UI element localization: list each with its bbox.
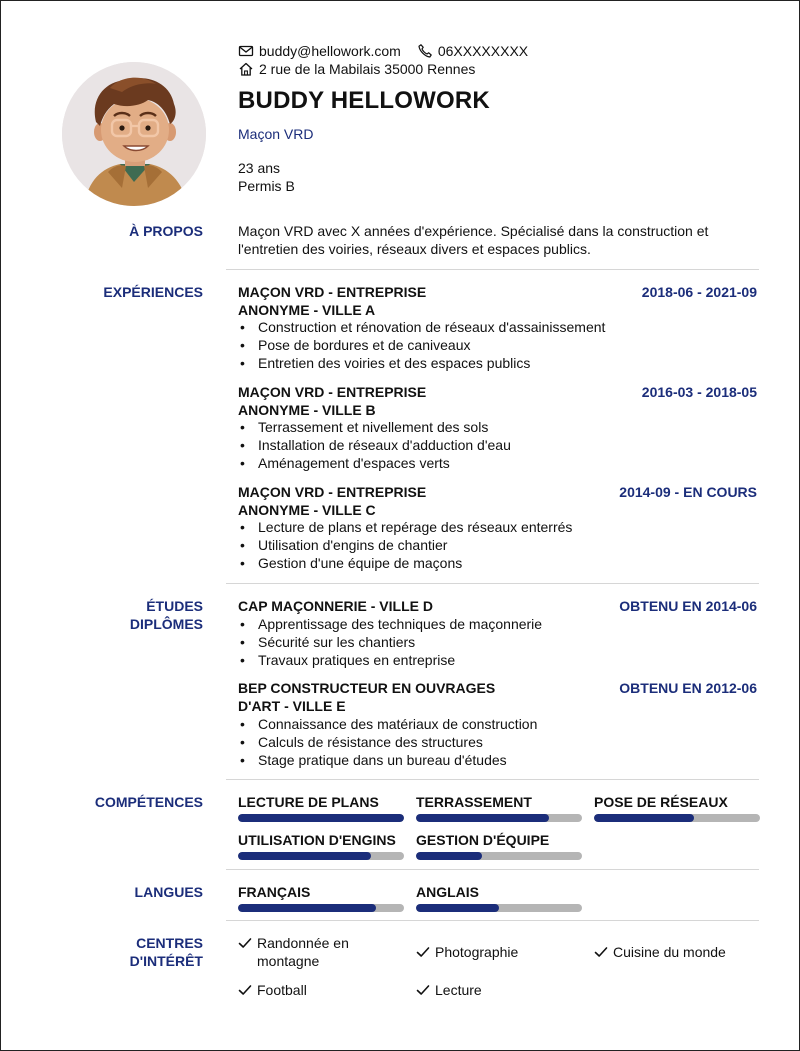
check-icon	[238, 936, 252, 950]
interest-item	[594, 943, 726, 961]
interest-text: Cuisine du monde	[613, 944, 726, 960]
age: 23 ans	[238, 160, 281, 176]
contact-row	[238, 42, 528, 60]
interest-text	[257, 934, 349, 970]
skill-name: UTILISATION D'ENGINS	[238, 832, 396, 848]
skill-bar-fill	[416, 852, 482, 860]
experience-3-company: ANONYME - VILLE C	[238, 502, 376, 518]
language-item	[238, 883, 404, 912]
section-label-diplomas: DIPLÔMES	[129, 616, 203, 632]
phone-text: 06XXXXXXXX	[437, 43, 529, 59]
interest-text-line: montagne	[257, 953, 320, 969]
phone-item	[417, 42, 528, 60]
divider	[226, 920, 759, 921]
experience-1-title: MAÇON VRD - ENTREPRISE	[238, 284, 427, 300]
address-row	[238, 60, 475, 78]
skill-bar-fill	[594, 814, 694, 822]
experience-1-dates: 2018-06 - 2021-09	[641, 284, 757, 300]
language-item	[416, 883, 582, 912]
skill-bar-fill	[238, 814, 404, 822]
study-1-title: CAP MAÇONNERIE - VILLE D	[238, 598, 433, 614]
skill-bar	[416, 814, 582, 822]
experience-3-dates: 2014-09 - EN COURS	[619, 484, 757, 500]
divider	[226, 583, 759, 584]
experience-2-company: ANONYME - VILLE B	[238, 402, 376, 418]
interest-text-line: Randonnée en	[257, 935, 349, 951]
study-2-dates: OBTENU EN 2012-06	[619, 680, 757, 696]
check-icon	[416, 983, 430, 997]
section-label-experiences: EXPÉRIENCES	[103, 284, 203, 300]
list-item: • Calculs de résistance des structures	[238, 733, 537, 751]
check-icon	[416, 945, 430, 959]
interest-text: Football	[257, 982, 307, 998]
avatar	[62, 62, 206, 206]
about-text: Maçon VRD avec X années d'expérience. Spécialisé dans la construction et l'entretien des voiries, réseaux divers et espaces publics.	[238, 223, 709, 257]
language-bar-fill	[416, 904, 499, 912]
list-item: • Travaux pratiques en entreprise	[238, 651, 542, 669]
interest-item	[416, 981, 482, 999]
list-item: • Lecture de plans et repérage des réseaux enterrés	[238, 518, 572, 536]
experience-2-dates: 2016-03 - 2018-05	[641, 384, 757, 400]
license: Permis B	[238, 178, 295, 194]
skill-bar	[238, 814, 404, 822]
section-label-skills: COMPÉTENCES	[94, 794, 203, 810]
check-icon	[238, 983, 252, 997]
interest-text: Photographie	[435, 944, 519, 960]
skill-bar	[416, 852, 582, 860]
skill-name: LECTURE DE PLANS	[238, 794, 379, 810]
skill-item	[416, 793, 582, 822]
email-text: buddy@hellowork.com	[259, 43, 401, 59]
study-1-dates: OBTENU EN 2014-06	[619, 598, 757, 614]
list-item: • Construction et rénovation de réseaux d'assainissement	[238, 318, 605, 336]
email-item	[238, 42, 401, 60]
skill-item	[594, 793, 760, 822]
section-label-about: À PROPOS	[129, 223, 203, 239]
skill-name: GESTION D'ÉQUIPE	[416, 832, 550, 848]
experience-2-title: MAÇON VRD - ENTREPRISE	[238, 384, 427, 400]
skill-bar-fill	[416, 814, 549, 822]
section-label-interests: CENTRES	[136, 935, 203, 951]
divider	[226, 869, 759, 870]
study-1-bullets	[238, 615, 542, 669]
candidate-name: BUDDY HELLOWORK	[238, 87, 490, 114]
experience-3-bullets	[238, 518, 572, 572]
check-icon	[594, 945, 608, 959]
skill-bar	[594, 814, 760, 822]
list-item: • Gestion d'une équipe de maçons	[238, 554, 572, 572]
list-item: • Installation de réseaux d'adduction d'eau	[238, 436, 511, 454]
study-2-title: BEP CONSTRUCTEUR EN OUVRAGES	[238, 680, 496, 696]
study-2-bullets	[238, 715, 537, 769]
list-item: • Entretien des voiries et des espaces publics	[238, 354, 605, 372]
list-item: • Aménagement d'espaces verts	[238, 454, 511, 472]
address-item	[238, 60, 475, 78]
list-item: • Stage pratique dans un bureau d'études	[238, 751, 537, 769]
list-item: • Apprentissage des techniques de maçonnerie	[238, 615, 542, 633]
skill-name: POSE DE RÉSEAUX	[594, 794, 728, 810]
language-name: ANGLAIS	[416, 884, 479, 900]
mail-icon	[238, 43, 254, 59]
skill-name: TERRASSEMENT	[416, 794, 532, 810]
home-icon	[238, 61, 254, 77]
phone-icon	[417, 43, 433, 59]
experience-2-bullets	[238, 418, 511, 472]
divider	[226, 269, 759, 270]
interest-item	[238, 981, 307, 999]
experience-1-bullets	[238, 318, 605, 372]
interest-item	[238, 934, 349, 970]
experience-3-title: MAÇON VRD - ENTREPRISE	[238, 484, 427, 500]
list-item: • Sécurité sur les chantiers	[238, 633, 542, 651]
study-2-title-continued: D'ART - VILLE E	[238, 698, 346, 714]
address-text: 2 rue de la Mabilais 35000 Rennes	[259, 61, 476, 77]
list-item: • Connaissance des matériaux de construction	[238, 715, 537, 733]
list-item: • Pose de bordures et de caniveaux	[238, 336, 605, 354]
section-label-studies: ÉTUDES	[146, 598, 203, 614]
list-item: • Terrassement et nivellement des sols	[238, 418, 511, 436]
skill-bar-fill	[238, 852, 371, 860]
experience-1-company: ANONYME - VILLE A	[238, 302, 376, 318]
skill-bar	[238, 852, 404, 860]
section-label-interests-continued: D'INTÉRÊT	[129, 953, 203, 969]
skill-item	[416, 831, 582, 860]
language-bar	[416, 904, 582, 912]
language-bar	[238, 904, 404, 912]
interest-text: Lecture	[435, 982, 482, 998]
divider	[226, 779, 759, 780]
skill-item	[238, 793, 404, 822]
job-title: Maçon VRD	[238, 126, 314, 142]
language-name: FRANÇAIS	[238, 884, 311, 900]
interest-item	[416, 943, 518, 961]
skill-item	[238, 831, 404, 860]
list-item: • Utilisation d'engins de chantier	[238, 536, 572, 554]
language-bar-fill	[238, 904, 376, 912]
section-label-languages: LANGUES	[134, 884, 203, 900]
